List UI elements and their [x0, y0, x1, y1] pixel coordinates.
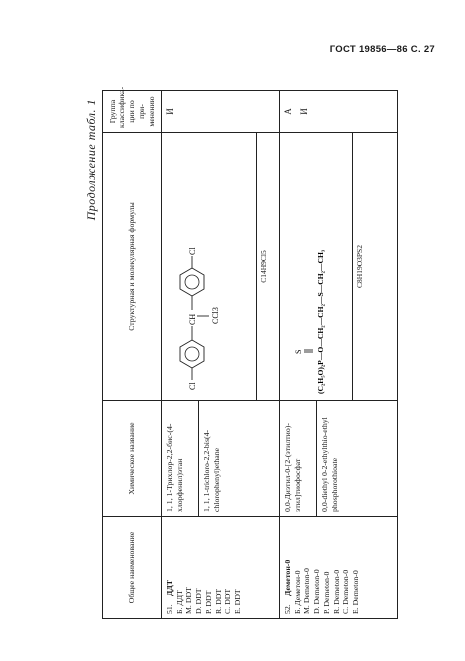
class-cell	[280, 91, 398, 133]
table-row	[280, 91, 398, 619]
class-code: И	[165, 108, 175, 115]
page-header: ГОСТ 19856—86 С. 27	[329, 44, 435, 55]
chemical-name-en: 0,0-diethyl 0-2-ethylthio-ethyl phosphorothioate	[316, 401, 339, 516]
row-number: 52.	[283, 604, 292, 614]
synonym: C. DDT	[223, 588, 233, 614]
class-cell	[162, 91, 280, 133]
synonym: R. Demeton-0	[331, 569, 341, 614]
table-row	[162, 91, 280, 619]
synonym: E. DDT	[233, 589, 243, 614]
chemical-name-ru: 1, 1, 1-Трихлор-2,2-бис-(4-хлорфенил)этан	[165, 423, 184, 512]
structure-label: CCl3	[211, 307, 220, 324]
header-class: Группа классифика-ции по при-менению	[103, 91, 162, 133]
molecular-formula: C14H9Cl5	[256, 133, 268, 400]
table-header-row	[103, 91, 162, 619]
chemical-name-en: 1, 1, 1-trichloro-2,2-bis(4-chlorophenyl)ethane	[198, 401, 221, 516]
chemical-name-ru: 0,0-Диэтил-0-[2-(этилтио)-этил]тиофосфат	[283, 423, 302, 512]
synonym: P. Demeton-0	[321, 571, 331, 614]
structure-label: Cl	[188, 382, 197, 390]
structure-label: CH	[188, 313, 197, 325]
synonym: М. Demeton-0	[302, 568, 312, 614]
pesticide-table	[102, 86, 398, 619]
synonym: М. DDT	[184, 587, 194, 614]
chemical-name-cell	[280, 401, 398, 517]
header-common-name: Общее наименование	[103, 517, 162, 619]
synonym: Б. Деметон-0	[292, 570, 302, 614]
structure-label: Cl	[188, 247, 197, 255]
structure-cell	[162, 133, 280, 401]
common-name: ДДТ	[165, 580, 174, 596]
molecular-formula: C8H19O3PS2	[352, 133, 364, 400]
row-number: 51.	[165, 604, 174, 614]
structure-cell	[280, 133, 398, 401]
common-name: Деметон-0	[283, 559, 292, 596]
synonym: E. Demeton-0	[351, 570, 361, 614]
synonym: D. DDT	[194, 588, 204, 614]
synonym: R. DDT	[213, 588, 223, 614]
synonym: Б. ДДТ	[174, 590, 184, 614]
common-name-cell	[162, 517, 280, 619]
synonym: P. DDT	[203, 590, 213, 614]
structure-label: (C₂H₅O)₂P—O—CH₂—CH₂—S—CH₂—CH₃	[316, 249, 325, 394]
rotated-table-block	[84, 86, 429, 619]
class-code: И	[299, 108, 309, 115]
class-code: А	[283, 108, 293, 115]
header-chemical-name: Химическое название	[103, 401, 162, 517]
structure-label: S	[294, 349, 303, 354]
synonym: D. Demeton-0	[312, 569, 322, 614]
table-caption: Продолжение табл. 1	[84, 99, 98, 221]
demeton-structure-diagram	[283, 198, 335, 396]
chemical-name-cell	[162, 401, 280, 517]
ddt-structure-diagram	[165, 198, 239, 396]
header-structure: Структурная и молекулярная формулы	[103, 133, 162, 401]
common-name-cell	[280, 517, 398, 619]
synonym: C. Demeton-0	[341, 569, 351, 614]
